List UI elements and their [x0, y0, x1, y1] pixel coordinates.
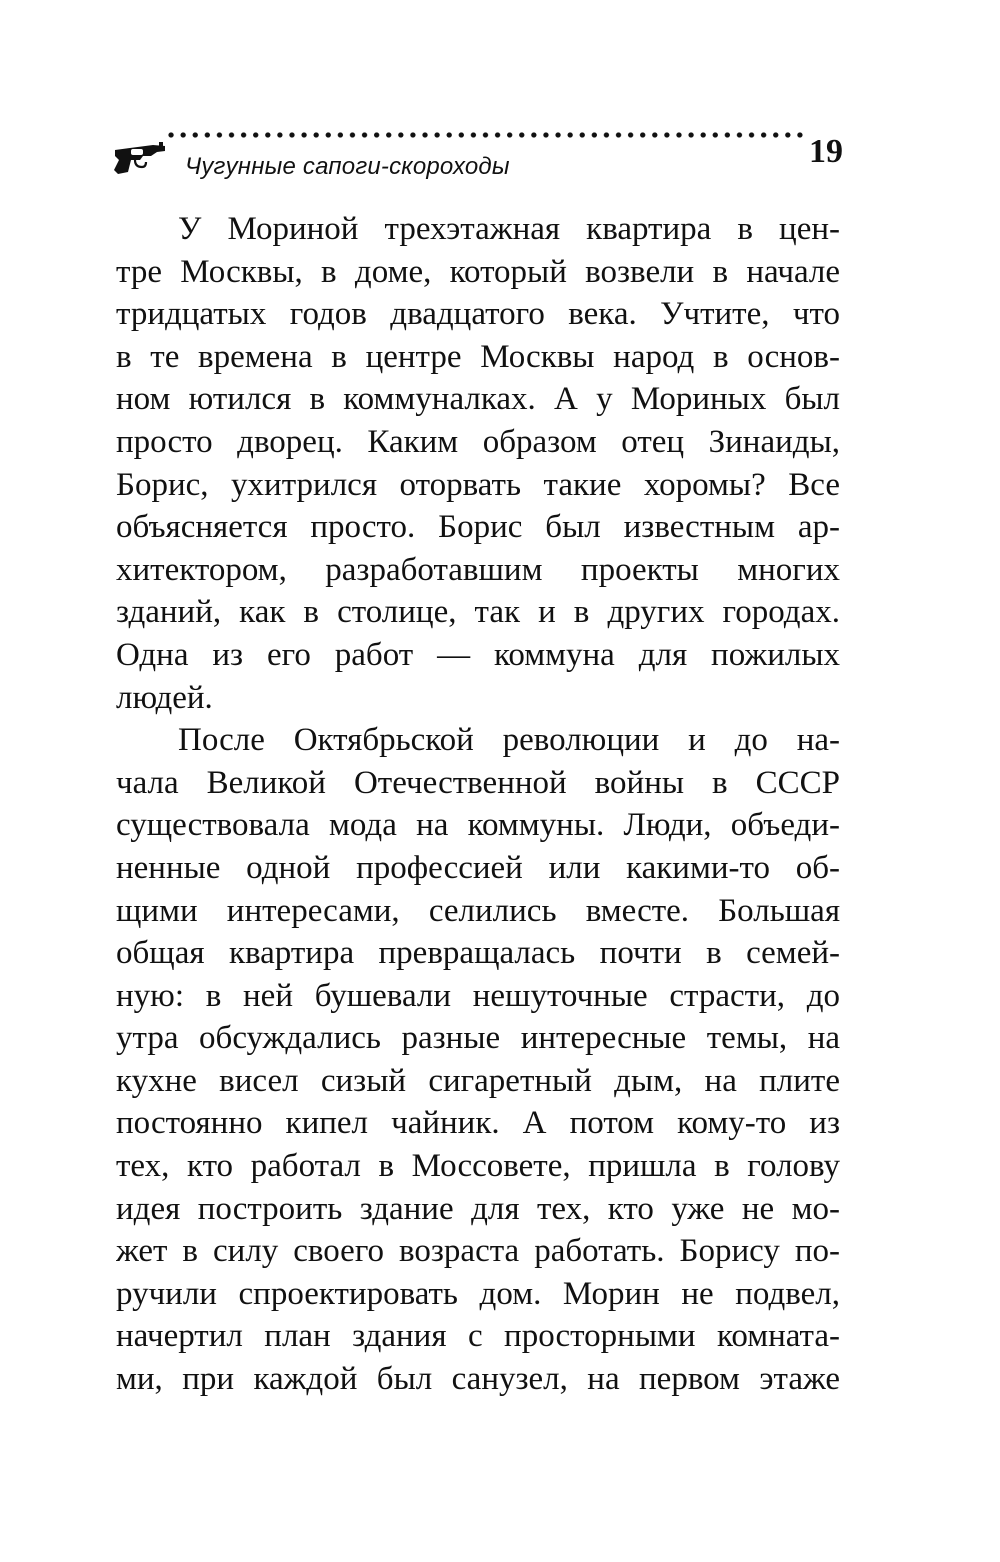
text-line: просто дворец. Каким образом отец Зинаиды, [116, 423, 840, 460]
text-line: хитектором, разработавшим проекты многих [116, 551, 840, 588]
text-line: утра обсуждались разные интересные темы, на [116, 1020, 840, 1057]
text-line: людей. [116, 679, 213, 716]
text-line: жет в силу своего возраста работать. Борису по- [116, 1233, 840, 1270]
text-line: ную: в ней бушевали нешуточные страсти, до [116, 977, 840, 1014]
dotted-rule [165, 128, 805, 142]
body-text [116, 208, 840, 1401]
text-line: щими интересами, селились вместе. Большая [116, 892, 840, 929]
text-line: тех, кто работал в Моссовете, пришла в голову [116, 1148, 840, 1185]
text-line: чала Великой Отечественной войны в СССР [116, 764, 840, 801]
text-line: ми, при каждой был санузел, на первом этаже [116, 1361, 840, 1398]
revolver-icon [113, 136, 167, 174]
text-line: У Мориной трехэтажная квартира в цен- [178, 211, 840, 247]
text-line: После Октябрьской революции и до на- [178, 722, 840, 759]
running-title: Чугунные сапоги-скороходы [185, 153, 510, 180]
text-line: общая квартира превращалась почти в семей- [116, 935, 840, 972]
text-line: Борис, ухитрился оторвать такие хоромы? Все [116, 466, 840, 503]
text-line: зданий, как в столице, так и в других городах. [116, 594, 840, 631]
text-line: постоянно кипел чайник. А потом кому-то из [116, 1105, 840, 1142]
text-line: ручили спроектировать дом. Морин не подвел, [116, 1275, 840, 1312]
text-line: тридцатых годов двадцатого века. Учтите, что [116, 296, 840, 333]
page-number: 19 [809, 133, 843, 170]
running-header [113, 128, 843, 188]
text-line: в те времена в центре Москвы народ в основ- [116, 338, 840, 375]
text-line: ненные одной профессией или какими-то об- [116, 849, 840, 886]
text-line: идея построить здание для тех, кто уже не мо- [116, 1190, 840, 1227]
text-line: ном ютился в коммуналках. А у Мориных был [116, 381, 840, 418]
text-line: кухне висел сизый сигаретный дым, на плите [116, 1062, 840, 1099]
text-line: тре Москвы, в доме, который возвели в начале [116, 253, 840, 290]
text-line: начертил план здания с просторными комната- [116, 1318, 840, 1355]
text-line: объясняется просто. Борис был известным ар- [116, 509, 840, 546]
text-line: Одна из его работ — коммуна для пожилых [116, 636, 840, 673]
text-line: существовала мода на коммуны. Люди, объеди- [116, 807, 840, 844]
